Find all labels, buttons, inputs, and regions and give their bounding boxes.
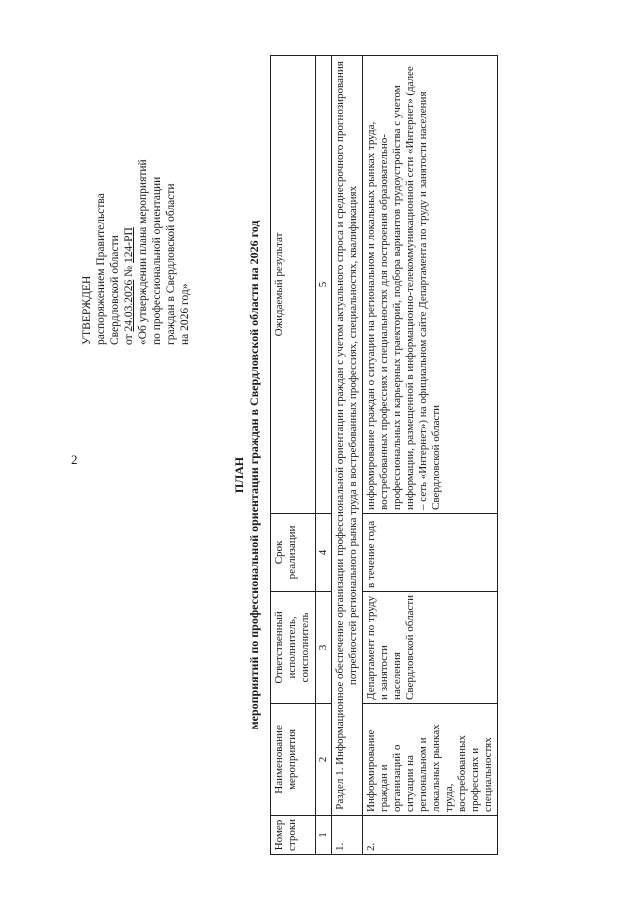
section-title: Раздел 1. Информационное обеспечение организации профессиональной ориентации граждан с учетом актуального спроса и среднесрочного прогнозирования потребностей регионального рынка труда в востребованных профессиях, специальностях, квалификациях — [332, 56, 363, 816]
header-cell-term: Срок реализации — [271, 513, 316, 591]
row-number: 2. — [363, 815, 498, 854]
approval-date-line — [122, 75, 136, 345]
approval-line-7: граждан в Свердловской области — [165, 183, 177, 345]
approval-block — [80, 75, 192, 345]
approval-from-label: от — [123, 334, 135, 345]
column-number-cell: 1 — [316, 815, 332, 854]
header-row — [271, 56, 316, 855]
header-cell-number: Номер строки — [271, 815, 316, 854]
row-term: в течение года — [363, 513, 498, 591]
column-number-cell: 4 — [316, 513, 332, 591]
header-cell-result: Ожидаемый результат — [271, 56, 316, 514]
column-number-cell: 5 — [316, 56, 332, 514]
approval-number-label: № — [123, 265, 135, 277]
approval-line-6: по профессиональной ориентации — [151, 176, 163, 345]
plan-table — [270, 55, 498, 855]
document-title — [232, 45, 262, 905]
page-number: 2 — [71, 452, 78, 467]
row-expected-result: информирование граждан о ситуации на региональном и локальных рынках труда, востребованных профессиях и специальностях для построения образовательно-профессиональных и карьерных траекторий, подбора вариантов трудоустройства с учетом информации, размещенной в информационно-телекоммуникационной сети «Интернет» (далее – сеть «Интернет») на официальном сайте Департамента по труду и занятости населения Свердловской области — [363, 56, 498, 514]
approval-line-2: распоряжением Правительства — [95, 193, 107, 345]
approval-date: 24.03.2026 — [123, 279, 135, 332]
approval-line-8: на 2026 год» — [179, 283, 191, 345]
header-cell-executor: Ответственный исполнитель, соисполнитель — [271, 591, 316, 703]
column-number-cell: 3 — [316, 591, 332, 703]
row-executor: Департамент по труду и занятости населения Свердловской области — [363, 591, 498, 703]
approval-line-1: УТВЕРЖДЕН — [81, 275, 93, 345]
row-activity-name: Информирование граждан и организаций о ситуации на региональном и локальных рынках труда, востребованных профессиях и специальностях — [363, 703, 498, 815]
rotated-page-content — [60, 45, 620, 905]
title-sub: мероприятий по профессиональной ориентации граждан в Свердловской области на 2026 год — [247, 220, 261, 730]
approval-line-5: «Об утверждении плана мероприятий — [137, 159, 149, 345]
column-number-cell: 2 — [316, 703, 332, 815]
title-main: ПЛАН — [232, 456, 246, 494]
section-row-number: 1. — [332, 815, 363, 854]
approval-number: 124-РП — [123, 227, 135, 264]
column-number-row — [316, 56, 332, 855]
table-row — [363, 56, 498, 855]
section-row — [332, 56, 363, 855]
header-cell-name: Наименование мероприятия — [271, 703, 316, 815]
approval-line-3: Свердловской области — [109, 235, 121, 345]
